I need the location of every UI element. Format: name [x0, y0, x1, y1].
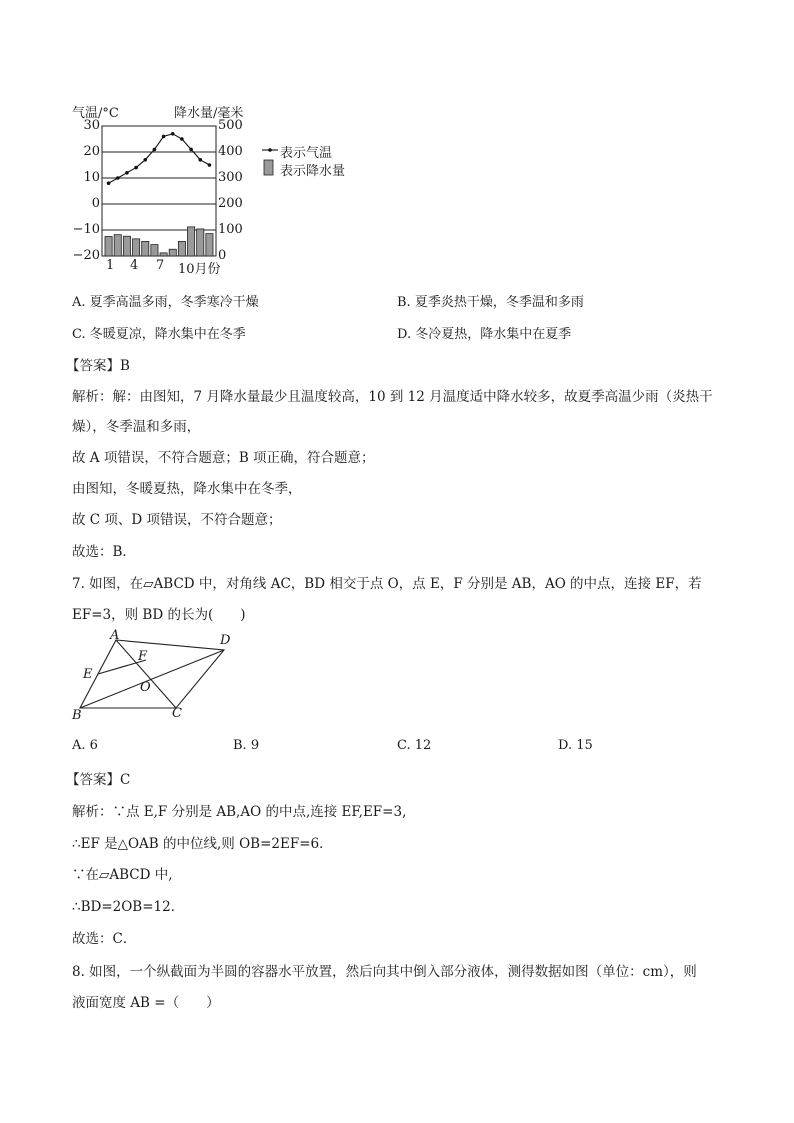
temperature-point [208, 163, 212, 167]
precipitation-bar [206, 234, 213, 256]
explanation-line: 故选：B． [72, 544, 136, 560]
precipitation-bar [133, 239, 140, 256]
precipitation-bar [105, 237, 112, 257]
precipitation-bar [151, 245, 158, 256]
precipitation-bar [114, 235, 121, 256]
precipitation-bar [188, 227, 195, 256]
option-c: C. 12 [397, 738, 432, 753]
temperature-point [125, 171, 129, 175]
temperature-point [107, 181, 111, 185]
option-c: C. 冬暖夏凉，降水集中在冬季 [72, 327, 246, 342]
explanation-line: 由图知，冬暖夏热，降水集中在冬季， [72, 481, 302, 497]
left-tick: 20 [83, 144, 100, 159]
left-tick: 10 [83, 170, 100, 185]
explanation-line: 故选：C． [72, 931, 137, 947]
point-b-label: B [72, 708, 82, 723]
legend-temperature-label: 表示气温 [280, 146, 333, 161]
temperature-point [162, 135, 166, 139]
precipitation-bar [197, 229, 204, 256]
parallelogram-shape [80, 640, 224, 708]
right-tick: 100 [218, 222, 243, 237]
left-tick: 30 [83, 118, 100, 133]
question-stem: 液面宽度 AB =（ ） [72, 995, 220, 1011]
legend-precipitation-marker [264, 160, 273, 175]
answer-label: 【答案】C [66, 772, 131, 788]
point-c-label: C [172, 706, 182, 721]
explanation-line: 解析：解：由图知，7 月降水量最少且温度较高，10 到 12 月温度适中降水较多，故夏季高温少雨（炎热干 [72, 389, 713, 405]
option-d: D. 15 [558, 738, 593, 753]
legend-precipitation-label: 表示降水量 [280, 164, 346, 179]
precipitation-bar [160, 253, 167, 256]
temperature-point [180, 137, 184, 141]
temperature-point [134, 166, 138, 170]
option-a: A. 6 [72, 738, 98, 753]
chart-plot [60, 98, 380, 283]
right-tick: 500 [218, 118, 243, 133]
question-stem: EF=3，则 BD 的长为( ) [72, 607, 246, 623]
point-d-label: D [220, 633, 231, 648]
precipitation-bar [142, 241, 149, 256]
explanation-line: ∴BD=2OB=12． [72, 899, 185, 915]
explanation-line: 解析：∵点 E,F 分别是 AB,AO 的中点,连接 EF,EF=3, [72, 804, 407, 820]
precipitation-bar [178, 241, 185, 256]
left-tick: −20 [72, 248, 100, 263]
explanation-line: ∵在▱ABCD 中, [72, 867, 173, 883]
temperature-line [109, 134, 210, 183]
question-stem: 7. 如图，在▱ABCD 中，对角线 AC，BD 相交于点 O，点 E，F 分别是 AB，AO 的中点，连接 EF，若 [72, 576, 702, 592]
left-tick: 0 [91, 196, 100, 211]
point-f-label: F [138, 649, 148, 664]
right-tick: 300 [218, 170, 243, 185]
temperature-point [189, 148, 193, 152]
right-tick: 0 [218, 248, 227, 263]
x-tick: 10月份 [178, 262, 221, 277]
answer-label: 【答案】B [66, 358, 130, 374]
explanation-line: 故 A 项错误，不符合题意；B 项正确，符合题意； [72, 450, 375, 466]
x-tick: 4 [130, 258, 139, 273]
option-b: B. 夏季炎热干燥，冬季温和多雨 [397, 295, 584, 310]
temperature-point [198, 158, 202, 162]
x-tick: 7 [156, 258, 165, 273]
option-d: D. 冬冷夏热，降水集中在夏季 [397, 327, 572, 342]
temperature-point [143, 158, 147, 162]
option-a: A. 夏季高温多雨，冬季寒冷干燥 [72, 295, 259, 310]
precipitation-bar [123, 236, 130, 256]
left-tick: −10 [72, 222, 100, 237]
point-e-label: E [83, 667, 93, 682]
point-o-label: O [140, 680, 151, 695]
climate-chart [60, 98, 380, 283]
parallelogram-figure [70, 630, 250, 725]
right-axis-title: 降水量/毫米 [174, 106, 244, 121]
temperature-point [171, 132, 175, 136]
right-tick: 400 [218, 144, 243, 159]
legend-temperature-dot [268, 148, 272, 152]
option-b: B. 9 [233, 738, 260, 753]
explanation-line: ∴EF 是△OAB 的中位线,则 OB=2EF=6． [72, 836, 333, 852]
point-a-label: A [110, 628, 120, 643]
right-tick: 200 [218, 196, 243, 211]
explanation-line: 燥），冬季温和多雨， [72, 419, 201, 435]
x-tick: 1 [106, 258, 115, 273]
left-axis-title: 气温/°C [72, 106, 119, 121]
question-stem: 8. 如图，一个纵截面为半圆的容器水平放置，然后向其中倒入部分液体，测得数据如图（单位：cm），则 [72, 964, 697, 980]
diagonal-bd [80, 650, 224, 708]
temperature-point [153, 148, 157, 152]
explanation-line: 故 C 项、D 项错误，不符合题意； [72, 512, 282, 528]
temperature-point [116, 176, 120, 180]
precipitation-bar [169, 249, 176, 256]
